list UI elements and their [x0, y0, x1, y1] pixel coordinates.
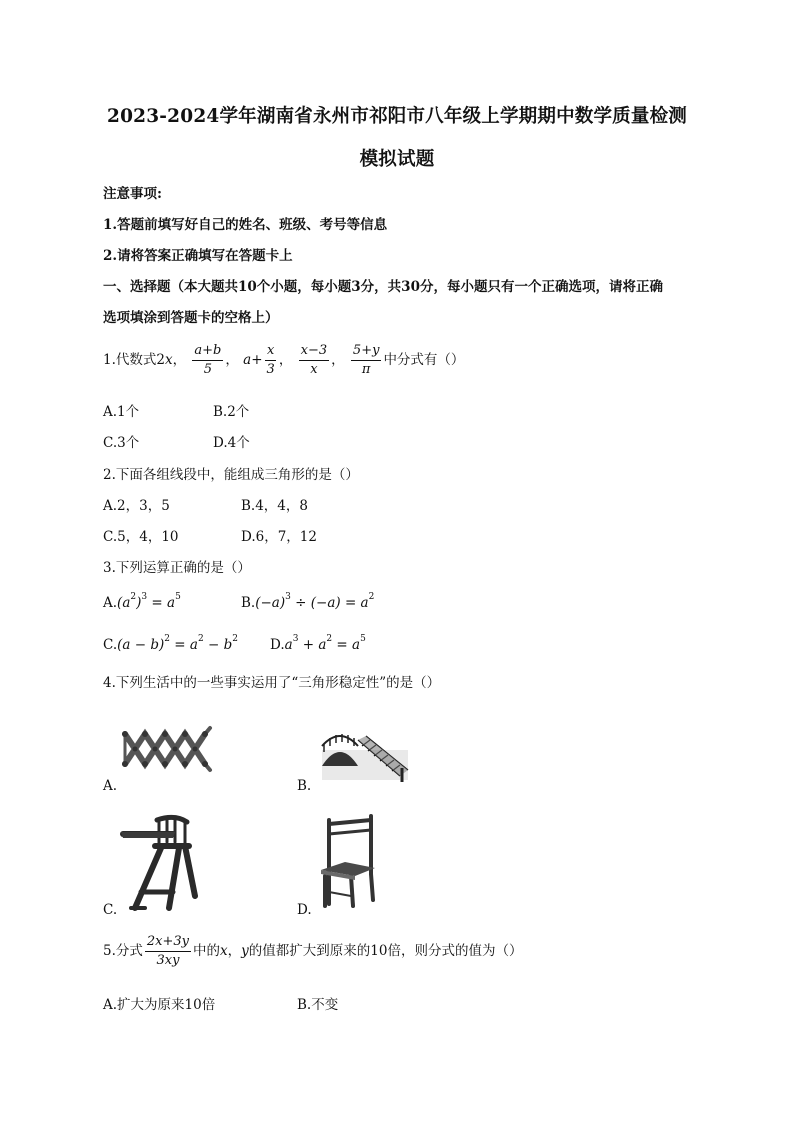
- q3-option-a: [103, 592, 181, 611]
- q3-a-exp-in: 2: [130, 592, 137, 602]
- q5-comma: ，: [227, 943, 242, 959]
- q3-d-a: a: [284, 637, 293, 653]
- q4-option-b-label: B.: [297, 778, 312, 794]
- q5-suffix: 的值都扩大到原来的10倍，则分式的值为（）: [248, 943, 523, 959]
- q1-f3-den: x: [310, 362, 318, 377]
- q4-option-c-label: C.: [103, 902, 118, 918]
- notice-item-1: 1.答题前填写好自己的姓名、班级、考号等信息: [103, 217, 388, 233]
- q1-f3-num: x−3: [299, 343, 330, 361]
- q3-a-label: A.: [103, 595, 118, 611]
- q1-f1-num: a+b: [192, 343, 223, 361]
- q3-c-tail: − b: [203, 637, 233, 653]
- q1-sep: ，: [278, 352, 293, 368]
- question-2: 2.下面各组线段中，能组成三角形的是（）: [103, 467, 359, 483]
- q3-c-exp3: 2: [232, 634, 238, 644]
- q1-fraction-3: [299, 343, 330, 378]
- q2-option-a: A.2，3，5: [103, 498, 170, 514]
- q3-b-label: B.: [241, 595, 256, 611]
- q1-sep: ，: [331, 352, 345, 368]
- q1-fraction-1: [192, 343, 223, 378]
- q1-suffix: 中分式有（）: [383, 352, 465, 368]
- notice-heading: 注意事项:: [103, 186, 162, 202]
- q5-fraction: [145, 934, 191, 969]
- q4-option-a-label: A.: [103, 778, 118, 794]
- q3-b-exp2: 2: [368, 592, 375, 602]
- q3-a-eq: = a: [147, 595, 176, 611]
- q3-option-c: [103, 634, 238, 653]
- lattice-figure: [115, 706, 220, 786]
- q1-option-a: A.1个: [103, 404, 140, 420]
- q3-a-lhs: (a: [117, 595, 131, 611]
- q5-prefix: 5.分式: [103, 943, 143, 959]
- q1-term2-pre: a+: [243, 352, 263, 368]
- q3-a-exp-out: 3: [141, 592, 148, 602]
- q3-a-close: ): [136, 595, 142, 611]
- question-5: [103, 934, 522, 969]
- q1-f1-den: 5: [203, 362, 213, 377]
- q3-c-exp2: 2: [197, 634, 204, 644]
- chair-figure: [315, 812, 390, 912]
- question-1: [103, 343, 464, 378]
- notice-item-2: 2.请将答案正确填写在答题卡上: [103, 248, 293, 264]
- q1-sep: ，: [172, 352, 187, 368]
- q3-d-label: D.: [270, 637, 285, 653]
- q3-b-lhs: (−a): [255, 595, 286, 611]
- q3-d-mid: + a: [298, 637, 327, 653]
- high-chair-figure: [115, 812, 205, 912]
- section1-heading-line2: 选项填涂到答题卡的空格上）: [103, 310, 279, 326]
- question-3: 3.下列运算正确的是（）: [103, 560, 251, 576]
- page-title: 2023-2024学年湖南省永州市祁阳市八年级上学期期中数学质量检测: [107, 106, 687, 127]
- q1-f4-den: π: [361, 362, 371, 377]
- q1-f4-num: 5+y: [351, 343, 382, 361]
- q1-fraction-4: [351, 343, 382, 378]
- q5-option-b: B.不变: [297, 997, 339, 1013]
- q3-c-mid: = a: [170, 637, 198, 653]
- q3-option-b: [241, 592, 374, 611]
- q3-d-exp2: 2: [326, 634, 333, 644]
- q3-option-d: [270, 634, 366, 653]
- q1-option-c: C.3个: [103, 435, 140, 451]
- q3-c-label: C.: [103, 637, 118, 653]
- q5-f-den: 3xy: [156, 953, 180, 968]
- q3-c-lhs: (a − b): [117, 637, 165, 653]
- q1-prefix: 1.代数式2: [103, 352, 165, 368]
- q3-d-eq: = a: [332, 637, 361, 653]
- q3-d-exp3: 5: [360, 634, 366, 644]
- section1-heading-line1: 一、选择题（本大题共10个小题，每小题3分，共30分，每小题只有一个正确选项，请将正确: [103, 279, 663, 295]
- q1-f2-num: x: [265, 343, 276, 361]
- q3-a-exp-r: 5: [175, 592, 181, 602]
- q3-d-exp1: 3: [292, 634, 299, 644]
- q2-option-b: B.4，4，8: [241, 498, 308, 514]
- q3-c-exp1: 2: [164, 634, 170, 644]
- bridge-figure: [318, 716, 410, 784]
- question-4: 4.下列生活中的一些事实运用了“三角形稳定性”的是（）: [103, 675, 441, 691]
- q3-b-exp1: 3: [285, 592, 291, 602]
- q5-x: x: [220, 943, 228, 959]
- q1-f2-den: 3: [266, 362, 275, 377]
- page-subtitle: 模拟试题: [359, 149, 435, 170]
- q1-fraction-2: [265, 343, 277, 378]
- q5-mid: 中的: [193, 943, 221, 959]
- q2-option-d: D.6，7，12: [241, 529, 317, 545]
- q4-option-d-label: D.: [297, 902, 312, 918]
- q5-f-num: 2x+3y: [145, 934, 191, 952]
- q1-option-d: D.4个: [213, 435, 250, 451]
- q1-sep: ，: [225, 352, 239, 368]
- q2-option-c: C.5，4，10: [103, 529, 179, 545]
- q1-option-b: B.2个: [213, 404, 250, 420]
- q1-x: x: [164, 352, 173, 368]
- q3-b-mid: ÷ (−a) = a: [290, 595, 369, 611]
- q5-y: y: [241, 943, 249, 959]
- q5-option-a: A.扩大为原来10倍: [103, 997, 216, 1013]
